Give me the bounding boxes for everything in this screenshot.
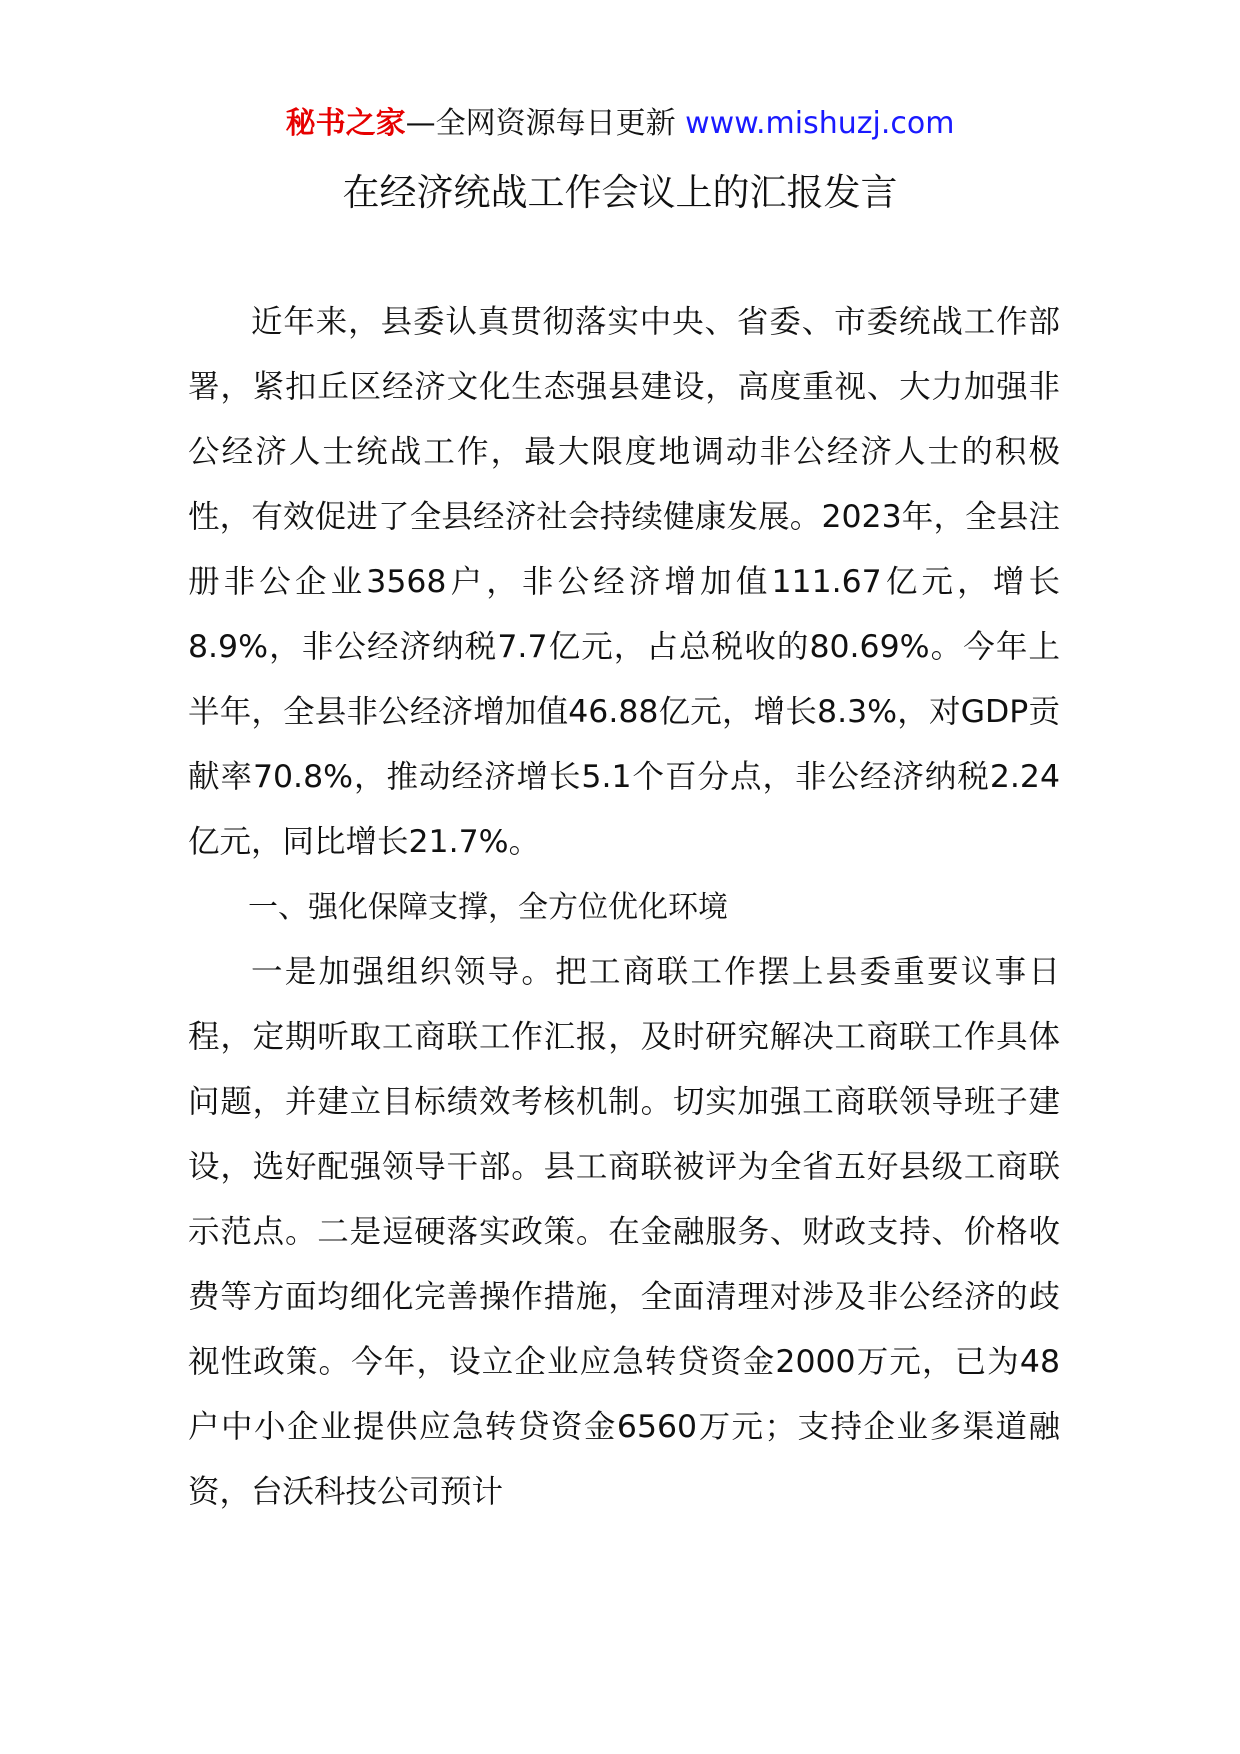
section-heading: 一、强化保障支撑，全方位优化环境 bbox=[248, 890, 728, 925]
banner-tagline: —全网资源每日更新 bbox=[405, 106, 676, 141]
banner-brand: 秘书之家 bbox=[285, 106, 406, 141]
document-body bbox=[188, 290, 1060, 1525]
banner-url-link[interactable]: www.mishuzj.com bbox=[685, 106, 955, 141]
intro-paragraph: 近年来，县委认真贯彻落实中央、省委、市委统战工作部署，紧扣丘区经济文化生态强县建设，高度重视、大力加强非公经济人士统战工作，最大限度地调动非公经济人士的积极性，有效促进了全县经济社会持续健康发展。2023年，全县注册非公企业3568户，非公经济增加值111.67亿元，增长8.9%，非公经济纳税7.7亿元，占总税收的80.69%。今年上半年，全县非公经济增加值46.88亿元，增长8.3%，对GDP贡献率70.8%，推动经济增长5.1个百分点，非公经济纳税2.24亿元，同比增长21.7%。 bbox=[188, 304, 1060, 860]
document-title: 在经济统战工作会议上的汇报发言 bbox=[342, 171, 898, 214]
body-paragraph: 一是加强组织领导。把工商联工作摆上县委重要议事日程，定期听取工商联工作汇报，及时研究解决工商联工作具体问题，并建立目标绩效考核机制。切实加强工商联领导班子建设，选好配强领导干部。县工商联被评为全省五好县级工商联示范点。二是逗硬落实政策。在金融服务、财政支持、价格收费等方面均细化完善操作措施，全面清理对涉及非公经济的歧视性政策。今年，设立企业应急转贷资金2000万元，已为48户中小企业提供应急转贷资金6560万元；支持企业多渠道融资，台沃科技公司预计 bbox=[188, 954, 1060, 1510]
site-banner bbox=[0, 104, 1240, 144]
